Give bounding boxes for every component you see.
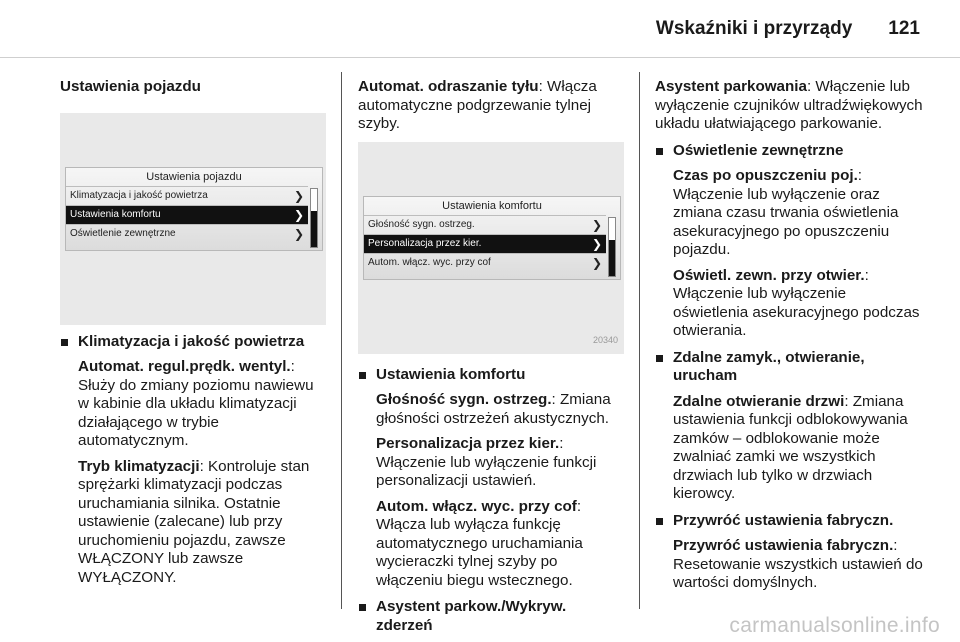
display-screen bbox=[363, 196, 621, 280]
setting-description: Głośność sygn. ostrzeg.: Zmiana głośności ostrzeżeń akustycznych. bbox=[376, 391, 611, 427]
section-heading: Ustawienia pojazdu bbox=[60, 78, 201, 95]
figure-vehicle-settings bbox=[60, 113, 326, 325]
menu-row: Oświetlenie zewnętrzne ❯ bbox=[66, 224, 308, 243]
setting-description: Tryb klimatyzacji: Kontroluje stan sprężarki klimatyzacji podczas uruchamiania silnika. Ostatnie ustawienie (zalecane) lub przy uruchomieniu pojazdu, zawsze WŁĄCZONY lub zawsze WYŁĄCZONY. bbox=[78, 457, 310, 586]
column-divider bbox=[639, 72, 640, 609]
bullet-item bbox=[655, 349, 925, 504]
setting-description: Automat. regul.prędk. wentyl.: Służy do zmiany poziomu nawiewu w kabinie dla układu klimatyzacji działającego w trybie automatycznym. bbox=[78, 358, 314, 449]
bullet-title: Przywróć ustawienia fabryczn. bbox=[673, 511, 894, 529]
menu-row: Głośność sygn. ostrzeg. ❯ bbox=[364, 215, 606, 234]
setting-description: Czas po opuszczeniu poj.: Włączenie lub wyłączenie oraz zmiana czasu trwania oświetlenia asekuracyjnego po opuszczeniu pojazdu. bbox=[673, 167, 899, 258]
column-3 bbox=[655, 72, 925, 593]
screen-title: Ustawienia komfortu bbox=[442, 199, 542, 212]
scrollbar-thumb bbox=[609, 240, 615, 276]
chevron-right-icon: ❯ bbox=[293, 207, 304, 222]
scrollbar bbox=[608, 217, 616, 277]
bullet-item bbox=[655, 512, 925, 593]
chevron-right-icon: ❯ bbox=[591, 255, 602, 270]
column-2 bbox=[358, 72, 624, 635]
column-1 bbox=[60, 72, 326, 587]
setting-description: Przywróć ustawienia fabryczn.: Resetowanie wszystkich ustawień do wartości domyślnych. bbox=[673, 537, 923, 591]
bullet-title: Asystent parkow./Wykryw. zderzeń bbox=[376, 598, 567, 634]
figure-number: 20340 bbox=[592, 335, 618, 345]
screen-title: Ustawienia pojazdu bbox=[146, 170, 242, 183]
menu-row: Autom. włącz. wyc. przy cof ❯ bbox=[364, 253, 606, 272]
bullet-title: Ustawienia komfortu bbox=[376, 365, 526, 383]
header-title: Wskaźniki i przyrządy bbox=[655, 18, 853, 39]
bullet-item bbox=[358, 366, 624, 591]
bullet-item bbox=[358, 598, 624, 635]
watermark: carmanualsonline.info bbox=[729, 614, 940, 637]
page-header bbox=[656, 18, 920, 40]
header-rule bbox=[0, 57, 960, 58]
scrollbar-thumb bbox=[311, 211, 317, 247]
menu-row-selected: Ustawienia komfortu ❯ bbox=[66, 205, 308, 224]
menu-row-selected: Personalizacja przez kier. ❯ bbox=[364, 234, 606, 253]
setting-description: Oświetl. zewn. przy otwier.: Włączenie lub wyłączenie oświetlenia asekuracyjnego podczas otwierania. bbox=[673, 266, 920, 339]
setting-description: Automat. odraszanie tyłu: Włącza automatyczne podgrzewanie tylnej szyby. bbox=[358, 78, 597, 132]
figure-comfort-settings bbox=[358, 142, 624, 354]
setting-description: Zdalne otwieranie drzwi: Zmiana ustawienia funkcji odblokowywania zamków – odblokowanie może zwalniać zamki we wszystkich drzwiach lub tylko w drzwiach kierowcy. bbox=[673, 392, 908, 502]
chevron-right-icon: ❯ bbox=[591, 236, 602, 251]
menu-row: Klimatyzacja i jakość powietrza ❯ bbox=[66, 186, 308, 205]
column-divider bbox=[341, 72, 342, 609]
setting-description: Asystent parkowania: Włączenie lub wyłączenie czujników ultradźwiękowych układu ułatwiającego parkowanie. bbox=[655, 78, 923, 132]
chevron-right-icon: ❯ bbox=[591, 217, 602, 232]
chevron-right-icon: ❯ bbox=[293, 226, 304, 241]
setting-description: Personalizacja przez kier.: Włączenie lub wyłączenie funkcji personalizacji ustawień. bbox=[376, 435, 597, 489]
bullet-title: Zdalne zamyk., otwieranie, urucham bbox=[673, 348, 865, 384]
display-screen bbox=[65, 167, 323, 251]
page-number: 121 bbox=[888, 18, 920, 39]
bullet-title: Oświetlenie zewnętrzne bbox=[673, 141, 844, 159]
chevron-right-icon: ❯ bbox=[293, 188, 304, 203]
bullet-item bbox=[655, 142, 925, 341]
scrollbar bbox=[310, 188, 318, 248]
bullet-item bbox=[60, 333, 326, 588]
bullet-title: Klimatyzacja i jakość powietrza bbox=[78, 332, 305, 350]
setting-description: Autom. włącz. wyc. przy cof: Włącza lub wyłącza funkcję automatycznego uruchamiania wycieraczki tylnej szyby po włączeniu biegu wstecznego. bbox=[376, 497, 583, 589]
